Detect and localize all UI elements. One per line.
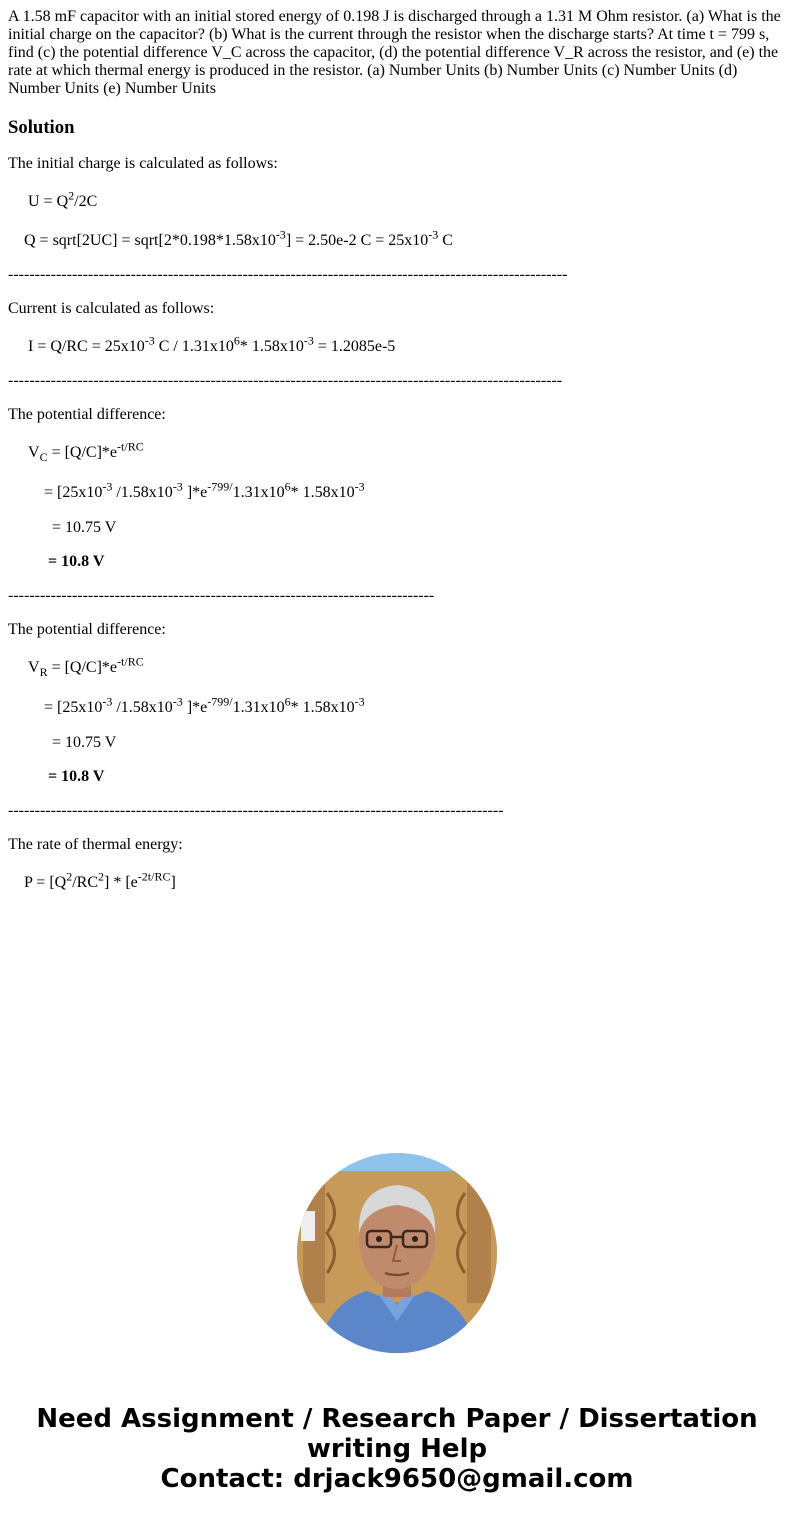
vr-substitution: = [$25x10^{-3}$ $/1.58x10^{-3}$ ]$*e^{-799/}1.31x10^6*$ $1.58x10^{-3}$	[44, 694, 365, 716]
power-intro: The rate of thermal energy:	[8, 836, 183, 853]
vc-result: = 10.75 V	[52, 519, 117, 536]
vc-substitution: = [$25x10^{-3}$ $/1.58x10^{-3}$ ]$*e^{-799/}1.31x10^6*$ $1.58x10^{-3}$	[44, 479, 365, 501]
solution-document	[8, 8, 786, 892]
separator: ---------------------------------------------------------------------------------------------	[8, 802, 504, 819]
separator: --------------------------------------------------------------------------------	[8, 587, 435, 604]
current-intro: Current is calculated as follows:	[8, 300, 215, 317]
charge-intro: The initial charge is calculated as follows:	[8, 155, 278, 172]
question-text: A 1.58 mF capacitor with an initial stored energy of 0.198 J is discharged through a 1.31 M Ohm resistor. (a) What is the initial charge on the capacitor? (b) What is the current through the resistor when the discharge starts? At time t = 799 s, find (c) the potential difference V_C across the capacitor, (d) the potential difference V_R across the resistor, and (e) the rate at which thermal energy is produced in the resistor. (a) Number Units (b) Number Units (c) Number Units (d) Number Units (e) Number Units	[8, 8, 781, 97]
vc-answer: = 10.8 V	[48, 553, 105, 570]
vc-formula: $V_C = [Q/C]*e^{-t/RC}$	[28, 439, 144, 465]
vr-answer: = 10.8 V	[48, 768, 105, 785]
vc-intro: The potential difference:	[8, 406, 166, 423]
current-formula: $I = Q/RC = 25x10^{-3}$ C / $1.31x10^6*$ $1.58x10^{-3} = 1.2085e-5$	[28, 333, 396, 355]
vr-result: = 10.75 V	[52, 734, 117, 751]
charge-formula: Q = sqrt[2UC] = $sqrt[2*0.198*1.58x10^{-3}] = 2.50e-2$ $C = 25x10^{-3}$ C	[24, 227, 453, 249]
vr-formula: $V_R = [Q/C]*e^{-t/RC}$	[28, 654, 144, 680]
person-portrait-icon	[297, 1153, 497, 1353]
help-banner-line2: writing Help	[306, 1434, 488, 1464]
help-banner-line1: Need Assignment / Research Paper / Dissertation	[36, 1404, 758, 1434]
energy-formula: $U = Q^2/2C$	[28, 188, 98, 210]
avatar	[297, 1153, 497, 1353]
separator: --------------------------------------------------------------------------------------------------------	[8, 372, 563, 389]
separator: ---------------------------------------------------------------------------------------------------------	[8, 266, 568, 283]
contact-email: Contact: drjack9650@gmail.com	[160, 1464, 634, 1494]
solution-heading: Solution	[8, 117, 75, 138]
power-formula: $P = [Q^2/RC^2] * [e^{-2t/RC}]$	[24, 869, 176, 891]
vr-intro: The potential difference:	[8, 621, 166, 638]
